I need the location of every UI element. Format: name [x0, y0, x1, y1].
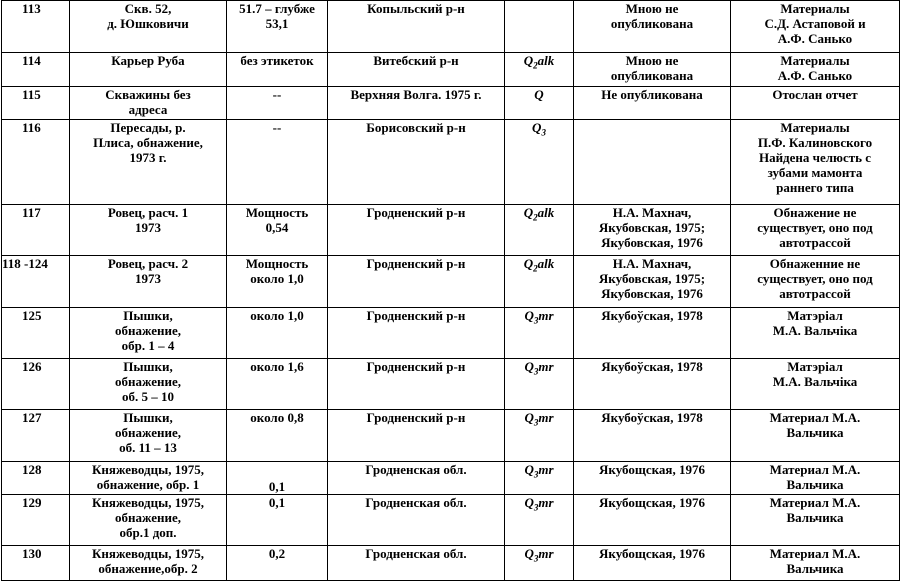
cell-line: А.Ф. Санько [777, 31, 853, 46]
age-suffix: mr [538, 359, 554, 374]
cell-line: около 1,6 [250, 359, 304, 374]
site-cell [70, 410, 227, 462]
site-cell [70, 120, 227, 205]
table-row [2, 546, 900, 581]
cell-line: 0,1 [268, 479, 286, 494]
age-index: Q [523, 205, 534, 220]
cell-line: Материал М.А. [769, 462, 861, 477]
cell-line: Вальчика [786, 561, 844, 576]
cell-line: обнажение, [114, 374, 181, 389]
age-index: Q [524, 308, 534, 323]
cell-line: Мною не [625, 53, 679, 68]
site-cell [70, 87, 227, 120]
age-suffix: mr [538, 308, 554, 323]
note-cell [731, 87, 900, 120]
cell-line: Якубовская, 1976 [601, 235, 703, 250]
cell-line: обнажение, обр. 1 [96, 477, 200, 492]
depth-cell [227, 308, 328, 359]
region-cell: Гродненский р-н [328, 205, 505, 256]
sample-number-cell: 127 [2, 410, 70, 462]
cell-line: Якубовская, 1976 [601, 286, 703, 301]
cell-line: автотрассой [779, 235, 851, 250]
age-suffix: mr [538, 462, 554, 477]
age-cell [505, 53, 574, 87]
publication-cell [574, 205, 731, 256]
age-index: Q [524, 495, 534, 510]
table-row [2, 87, 900, 120]
age-cell [505, 462, 574, 495]
table-row [2, 410, 900, 462]
cell-line: Отослан отчет [772, 87, 858, 102]
cell-line: Якубощская, 1976 [599, 546, 705, 561]
note-cell [731, 410, 900, 462]
age-subscript: 3 [541, 127, 546, 138]
cell-line: М.А. Вальчiка [772, 323, 858, 338]
age-index: Q [524, 410, 534, 425]
finds-table [1, 0, 900, 581]
depth-cell [227, 1, 328, 53]
note-cell [731, 1, 900, 53]
region-cell: Копыльский р-н [328, 1, 505, 53]
age-index: Q [523, 256, 534, 271]
region-cell: Борисовский р-н [328, 120, 505, 205]
note-cell [731, 359, 900, 410]
site-cell [70, 359, 227, 410]
age-suffix: alk [537, 205, 555, 220]
depth-cell [227, 495, 328, 546]
publication-cell [574, 546, 731, 581]
cell-line: д. Юшковичи [107, 16, 189, 31]
age-subscript: 2 [533, 263, 538, 274]
table-row [2, 256, 900, 308]
publication-cell [574, 120, 731, 205]
cell-line: около 1,0 [250, 271, 304, 286]
depth-cell [227, 359, 328, 410]
cell-line: Якубоўская, 1978 [601, 308, 703, 323]
cell-line: раннего типа [776, 180, 854, 195]
sample-number-cell: 126 [2, 359, 70, 410]
cell-line: обнажение, [114, 510, 181, 525]
cell-line: Якубоўская, 1978 [601, 410, 703, 425]
cell-line: Пышки, [123, 410, 173, 425]
cell-line: Н.А. Махнач, [612, 256, 692, 271]
age-cell [505, 120, 574, 205]
cell-line: Материалы [780, 53, 850, 68]
region-cell: Гродненский р-н [328, 410, 505, 462]
age-cell [505, 308, 574, 359]
note-cell [731, 53, 900, 87]
cell-line: 1973 [135, 271, 161, 286]
note-cell [731, 308, 900, 359]
age-subscript: 3 [533, 417, 539, 428]
age-suffix: alk [537, 53, 555, 68]
cell-line: Матэрiал [787, 308, 843, 323]
cell-line: Вальчика [786, 510, 844, 525]
table-row [2, 462, 900, 495]
note-cell [731, 120, 900, 205]
cell-line: Княжеводцы, 1975, [92, 495, 204, 510]
note-cell [731, 462, 900, 495]
cell-line: Княжеводцы, 1975, [92, 462, 204, 477]
note-cell [731, 205, 900, 256]
sample-number-cell: 114 [2, 53, 70, 87]
cell-line: Пышки, [123, 359, 173, 374]
cell-line: Пересады, р. [110, 120, 186, 135]
cell-line: -- [272, 120, 282, 135]
cell-line: М.А. Вальчiка [772, 374, 858, 389]
depth-cell [227, 205, 328, 256]
cell-line: Пышки, [123, 308, 173, 323]
cell-line: 51.7 – глубже [239, 1, 315, 16]
cell-line: С.Д. Астаповой и [764, 16, 866, 31]
table-row [2, 205, 900, 256]
sample-number-cell: 117 [2, 205, 70, 256]
age-cell [505, 495, 574, 546]
cell-line: Якубоўская, 1978 [601, 359, 703, 374]
site-cell [70, 205, 227, 256]
age-suffix: alk [537, 256, 555, 271]
publication-cell [574, 462, 731, 495]
depth-cell [227, 120, 328, 205]
age-cell [505, 205, 574, 256]
age-index: Q [524, 462, 534, 477]
cell-line: Обнаженние не [769, 256, 861, 271]
cell-line: около 0,8 [250, 410, 304, 425]
cell-line: Якубовская, 1975; [598, 271, 706, 286]
age-cell [505, 359, 574, 410]
cell-line: Якубощская, 1976 [599, 495, 705, 510]
region-cell: Верхняя Волга. 1975 г. [328, 87, 505, 120]
cell-line: Княжеводцы, 1975, [92, 546, 204, 561]
cell-line: Н.А. Махнач, [612, 205, 692, 220]
age-index: Q [532, 120, 542, 135]
depth-cell [227, 53, 328, 87]
cell-line: автотрассой [779, 286, 851, 301]
cell-line: Обнажение не [773, 205, 857, 220]
age-cell [505, 1, 574, 53]
cell-line: об. 5 – 10 [122, 389, 174, 404]
site-cell [70, 308, 227, 359]
cell-line: Материал М.А. [769, 410, 861, 425]
region-cell: Витебский р-н [328, 53, 505, 87]
site-cell [70, 495, 227, 546]
age-subscript: 2 [533, 212, 538, 223]
sample-number-cell: 118 -124 [2, 256, 70, 308]
cell-line: Якубовская, 1975; [598, 220, 706, 235]
age-index: Q [524, 359, 534, 374]
cell-line: Вальчика [786, 425, 844, 440]
note-cell [731, 256, 900, 308]
table-row [2, 495, 900, 546]
table-body [2, 1, 900, 581]
cell-line: об. 11 – 13 [119, 440, 177, 455]
region-cell: Гродненский р-н [328, 256, 505, 308]
cell-line: без этикеток [240, 53, 314, 68]
sample-number-cell: 130 [2, 546, 70, 581]
publication-cell [574, 53, 731, 87]
cell-line: около 1,0 [250, 308, 304, 323]
cell-line: Не опубликована [601, 87, 703, 102]
cell-line: Ровец, расч. 1 [107, 205, 189, 220]
cell-line: Ровец, расч. 2 [107, 256, 189, 271]
cell-line: Якубощская, 1976 [599, 462, 705, 477]
publication-cell [574, 256, 731, 308]
depth-cell [227, 462, 328, 495]
cell-line: зубами мамонта [767, 165, 863, 180]
site-cell [70, 462, 227, 495]
cell-line: обр. 1 – 4 [121, 338, 175, 353]
site-cell [70, 256, 227, 308]
cell-line: существует, оно под [757, 271, 873, 286]
region-cell: Гродненская обл. [328, 546, 505, 581]
cell-line: обр.1 доп. [119, 525, 177, 540]
cell-line: Вальчика [786, 477, 844, 492]
sample-number-cell: 115 [2, 87, 70, 120]
cell-line: 1973 г. [129, 150, 167, 165]
depth-cell [227, 546, 328, 581]
age-cell [505, 410, 574, 462]
sample-number-cell: 129 [2, 495, 70, 546]
table-row [2, 1, 900, 53]
table-row [2, 120, 900, 205]
cell-line: Скважины без [105, 87, 191, 102]
cell-line: 53,1 [265, 16, 289, 31]
age-index: Q [523, 53, 534, 68]
depth-cell [227, 410, 328, 462]
publication-cell [574, 359, 731, 410]
cell-line: Мощность [245, 205, 309, 220]
cell-line: существует, оно под [757, 220, 873, 235]
cell-line: адреса [128, 102, 168, 117]
age-subscript: 3 [533, 469, 539, 480]
cell-line: Найдена челюсть с [758, 150, 872, 165]
age-suffix: mr [538, 410, 554, 425]
cell-line: Материал М.А. [769, 495, 861, 510]
note-cell [731, 546, 900, 581]
region-cell: Гродненская обл. [328, 495, 505, 546]
publication-cell [574, 87, 731, 120]
cell-line: Материалы [780, 120, 850, 135]
table-row [2, 359, 900, 410]
table-row [2, 308, 900, 359]
cell-line: 1973 [135, 220, 161, 235]
region-cell: Гродненский р-н [328, 359, 505, 410]
age-subscript: 3 [533, 315, 539, 326]
publication-cell [574, 410, 731, 462]
age-subscript: 3 [533, 366, 539, 377]
cell-line: 0,54 [265, 220, 289, 235]
age-subscript: 2 [533, 60, 538, 71]
cell-line: Матэрiал [787, 359, 843, 374]
age-cell [505, 256, 574, 308]
cell-line: Плиса, обнажение, [93, 135, 203, 150]
cell-line: Мощность [245, 256, 309, 271]
sample-number-cell: 128 [2, 462, 70, 495]
age-suffix: mr [538, 546, 554, 561]
cell-line: обнажение,обр. 2 [98, 561, 198, 576]
publication-cell [574, 1, 731, 53]
cell-line: -- [272, 87, 282, 102]
publication-cell [574, 495, 731, 546]
cell-line: опубликована [610, 16, 694, 31]
site-cell [70, 53, 227, 87]
age-subscript: 3 [533, 553, 539, 564]
site-cell [70, 1, 227, 53]
cell-line: опубликована [610, 68, 694, 83]
note-cell [731, 495, 900, 546]
publication-cell [574, 308, 731, 359]
cell-line: обнажение, [114, 425, 181, 440]
cell-line: Скв. 52, [124, 1, 172, 16]
age-subscript: 3 [533, 502, 539, 513]
age-suffix: mr [538, 495, 554, 510]
cell-line: Мною не [625, 1, 679, 16]
region-cell: Гродненский р-н [328, 308, 505, 359]
cell-line: обнажение, [114, 323, 181, 338]
cell-line: Материалы [780, 1, 850, 16]
cell-line: А.Ф. Санько [777, 68, 853, 83]
sample-number-cell: 125 [2, 308, 70, 359]
age-index: Q [524, 546, 534, 561]
age-cell [505, 546, 574, 581]
cell-line: 0,1 [268, 495, 286, 510]
sample-number-cell: 116 [2, 120, 70, 205]
cell-line: 0,2 [268, 546, 286, 561]
site-cell [70, 546, 227, 581]
age-cell [505, 87, 574, 120]
cell-line: Карьер Руба [111, 53, 185, 68]
cell-line: П.Ф. Калиновского [757, 135, 873, 150]
region-cell: Гродненская обл. [328, 462, 505, 495]
sample-number-cell: 113 [2, 1, 70, 53]
cell-line: Материал М.А. [769, 546, 861, 561]
depth-cell [227, 87, 328, 120]
depth-cell [227, 256, 328, 308]
age-index: Q [534, 87, 544, 102]
table-row [2, 53, 900, 87]
